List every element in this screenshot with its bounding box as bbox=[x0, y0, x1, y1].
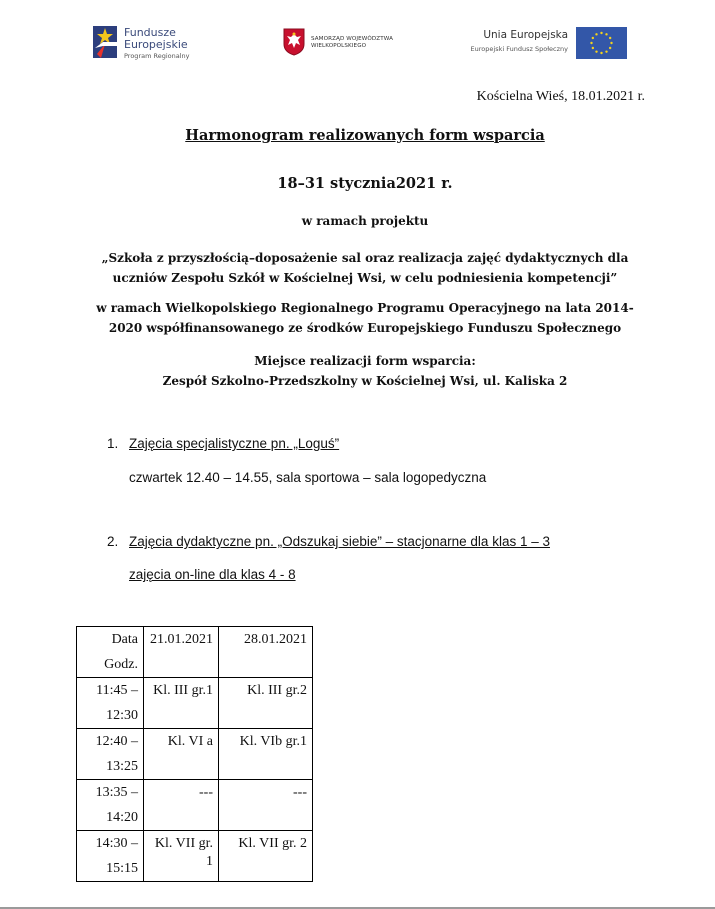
location bbox=[60, 351, 670, 391]
eu-star-icon bbox=[600, 52, 602, 54]
class-cell-date2 bbox=[219, 729, 313, 780]
table-row bbox=[77, 729, 313, 780]
fe-logo-line3: Program Regionalny bbox=[124, 52, 190, 60]
time-start: 14:30 – bbox=[95, 836, 138, 851]
header-cell-date1: 21.01.2021 bbox=[144, 627, 219, 678]
time-end: 12:30 bbox=[106, 708, 138, 723]
eu-star-icon bbox=[605, 33, 607, 35]
time-end: 15:15 bbox=[106, 861, 138, 876]
fundusze-europejskie-star-icon bbox=[93, 24, 119, 60]
time-end: 14:20 bbox=[106, 810, 138, 825]
time-start: 13:35 – bbox=[95, 785, 138, 800]
class-cell-date1 bbox=[144, 678, 219, 729]
table-row bbox=[77, 831, 313, 882]
list-item-description: zajęcia on-line dla klas 4 - 8 bbox=[129, 567, 296, 582]
eu-star-icon bbox=[610, 42, 612, 44]
time-cell bbox=[77, 780, 144, 831]
header-data-label: Data bbox=[111, 632, 138, 647]
class-cell-date2 bbox=[219, 678, 313, 729]
time-start: 12:40 – bbox=[95, 734, 138, 749]
location-label: Miejsce realizacji form wsparcia: bbox=[254, 354, 476, 368]
eu-star-icon bbox=[600, 32, 602, 34]
time-start: 11:45 – bbox=[96, 683, 138, 698]
eu-logo-line1: Unia Europejska bbox=[483, 29, 568, 41]
eu-star-icon bbox=[595, 33, 597, 35]
header-cell-date2: 28.01.2021 bbox=[219, 627, 313, 678]
sw-logo-line2: WIELKOPOLSKIEGO bbox=[311, 42, 367, 49]
fe-logo-line2: Europejskie bbox=[124, 38, 188, 51]
class-cell-date1 bbox=[144, 831, 219, 882]
project-name-line1: „Szkoła z przyszłością–doposażenie sal oraz realizacja zajęć dydaktycznych dla bbox=[101, 251, 629, 265]
class-label: Kl. III gr.2 bbox=[247, 683, 307, 698]
class-label: Kl. III gr.1 bbox=[153, 683, 213, 698]
eu-star-icon bbox=[592, 37, 594, 39]
time-cell bbox=[77, 831, 144, 882]
schedule-table bbox=[76, 626, 313, 882]
time-cell bbox=[77, 678, 144, 729]
fe-logo-line1: Fundusze bbox=[124, 26, 176, 39]
class-cell-date2 bbox=[219, 780, 313, 831]
date-range: 18–31 stycznia2021 r. bbox=[277, 175, 453, 192]
class-cell-date1 bbox=[144, 729, 219, 780]
eu-flag-icon bbox=[576, 27, 627, 59]
class-label-cont: 1 bbox=[206, 854, 213, 869]
list-item-title: Zajęcia specjalistyczne pn. „Loguś” bbox=[129, 436, 340, 451]
eu-star-icon bbox=[592, 47, 594, 49]
eu-logo-line2: Europejski Fundusz Społeczny bbox=[470, 44, 568, 53]
list-item-number: 2. bbox=[107, 534, 119, 549]
list-item-title: Zajęcia dydaktyczne pn. „Odszukaj siebie” – stacjonarne dla klas 1 – 3 bbox=[129, 534, 550, 549]
table-row bbox=[77, 780, 313, 831]
program-description bbox=[60, 298, 670, 338]
table-header-row bbox=[77, 627, 313, 678]
list-item-number: 1. bbox=[107, 436, 119, 451]
time-end: 13:25 bbox=[106, 759, 138, 774]
class-label: Kl. VII gr. 2 bbox=[238, 836, 307, 851]
class-cell-date1 bbox=[144, 780, 219, 831]
table-row bbox=[77, 678, 313, 729]
eu-star-icon bbox=[605, 50, 607, 52]
eu-star-icon bbox=[590, 42, 592, 44]
header-cell-data-godz bbox=[77, 627, 144, 678]
project-intro: w ramach projektu bbox=[301, 214, 429, 228]
list-item-description: czwartek 12.40 – 14.55, sala sportowa – sala logopedyczna bbox=[129, 470, 487, 485]
fundusze-europejskie-logo bbox=[93, 24, 213, 64]
unia-europejska-logo bbox=[460, 27, 630, 59]
time-cell bbox=[77, 729, 144, 780]
eagle-shield-icon bbox=[283, 28, 305, 56]
document-title: Harmonogram realizowanych form wsparcia bbox=[185, 127, 545, 144]
place-and-date: Kościelna Wieś, 18.01.2021 r. bbox=[476, 89, 645, 104]
header-logos bbox=[0, 0, 715, 80]
class-label: Kl. VII gr. bbox=[154, 836, 213, 851]
class-label: Kl. VI a bbox=[167, 734, 213, 749]
eu-star-icon bbox=[609, 37, 611, 39]
project-name-line2: uczniów Zespołu Szkół w Kościelnej Wsi, w celu podniesienia kompetencji” bbox=[112, 271, 618, 285]
class-label: --- bbox=[293, 785, 307, 800]
header-godz-label: Godz. bbox=[104, 657, 138, 672]
class-cell-date2 bbox=[219, 831, 313, 882]
eu-star-icon bbox=[609, 47, 611, 49]
project-name bbox=[60, 248, 670, 288]
sw-logo-line1: SAMORZĄD WOJEWÓDZTWA bbox=[311, 36, 394, 42]
location-value: Zespół Szkolno-Przedszkolny w Kościelnej Wsi, ul. Kaliska 2 bbox=[162, 374, 568, 388]
class-label: --- bbox=[199, 785, 213, 800]
eu-star-icon bbox=[595, 50, 597, 52]
class-label: Kl. VIb gr.1 bbox=[239, 734, 307, 749]
program-line2: 2020 współfinansowanego ze środków Europejskiego Funduszu Społecznego bbox=[108, 321, 622, 335]
samorzad-wojewodztwa-logo bbox=[283, 28, 413, 58]
program-line1: w ramach Wielkopolskiego Regionalnego Programu Operacyjnego na lata 2014- bbox=[96, 301, 634, 315]
